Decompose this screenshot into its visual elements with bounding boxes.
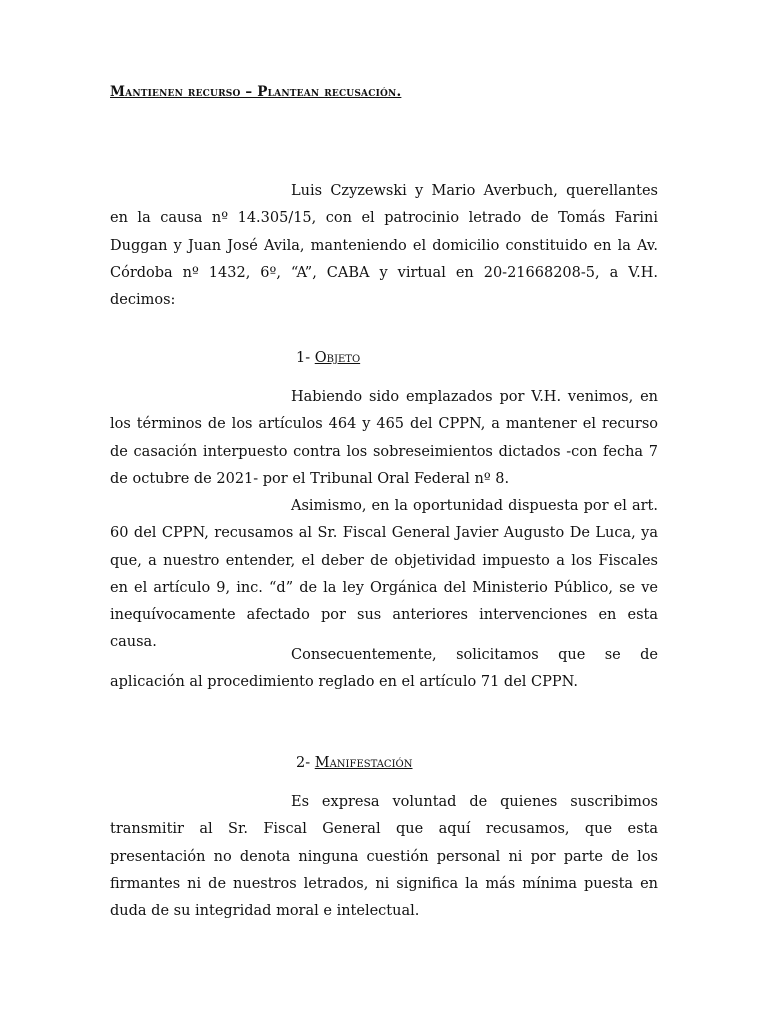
- section-1-paragraph-1: Habiendo sido emplazados por V.H. venimos, en los términos de los artículos 464 y 465 del CPPN, a mantener el recurso de casación interpuesto contra los sobreseimientos dictados -con fecha 7 de octubre de 2021- por el Tribunal Oral Federal nº 8.: [110, 389, 658, 487]
- document-title: Mantienen recurso – Plantean recusación.: [110, 84, 402, 100]
- intro-paragraph: Luis Czyzewski y Mario Averbuch, querellantes en la causa nº 14.305/15, con el patrocinio letrado de Tomás Farini Duggan y Juan José Avila, manteniendo el domicilio constituido en la Av. Córdoba nº 1432, 6º, “A”, CABA y virtual en 20-21668208-5, a V.H. decimos:: [110, 183, 658, 309]
- section-2-label: Manifestación: [314, 755, 413, 771]
- section-1-label: Objeto: [314, 350, 361, 366]
- section-1-heading: [296, 345, 360, 372]
- section-1-paragraph-3: Consecuentemente, solicitamos que se de aplicación al procedimiento reglado en el artículo 71 del CPPN.: [110, 647, 658, 691]
- section-2-heading: [296, 750, 413, 777]
- section-1-paragraph-2: Asimismo, en la oportunidad dispuesta por el art. 60 del CPPN, recusamos al Sr. Fiscal General Javier Augusto De Luca, ya que, a nuestro entender, el deber de objetividad impuesto a los Fiscales en el artículo 9, inc. “d” de la ley Orgánica del Ministerio Público, se ve inequívocamente afectado por sus anteriores intervenciones en esta causa.: [110, 498, 658, 651]
- section-2-number: 2-: [296, 755, 311, 771]
- section-1-number: 1-: [296, 350, 311, 366]
- section-2-paragraph-1: Es expresa voluntad de quienes suscribimos transmitir al Sr. Fiscal General que aquí recusamos, que esta presentación no denota ninguna cuestión personal ni por parte de los firmantes ni de nuestros letrados, ni significa la más mínima puesta en duda de su integridad moral e intelectual.: [110, 794, 658, 920]
